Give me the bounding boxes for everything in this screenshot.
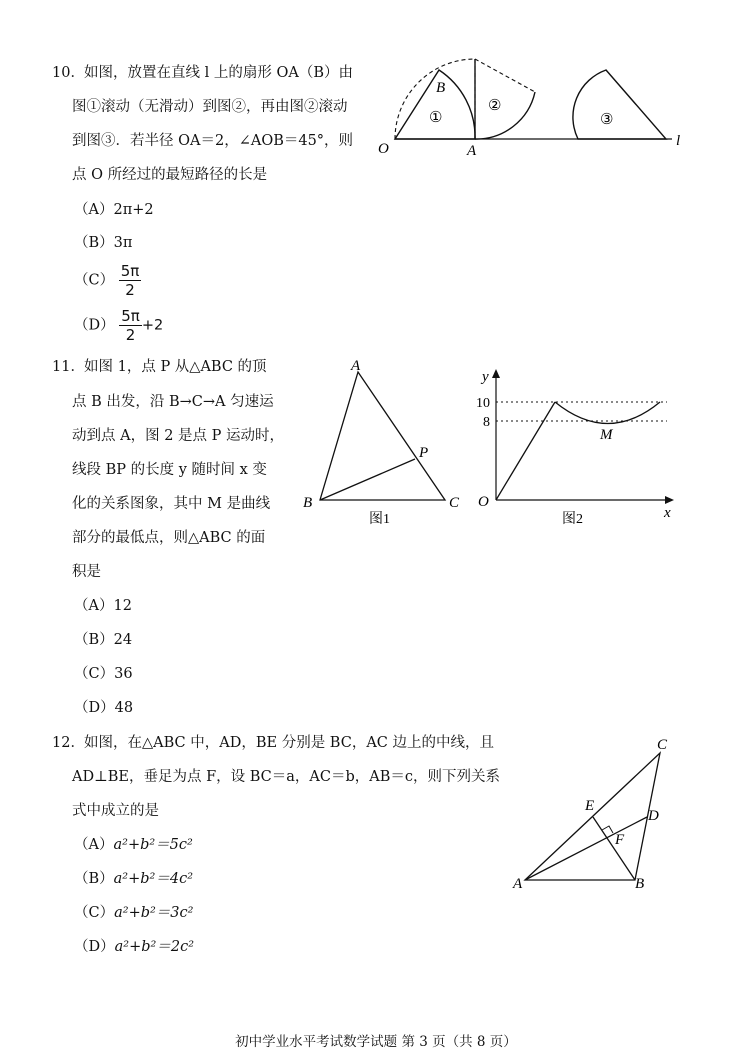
q11-line-6: 部分的最低点，则△ABC 的面 (72, 530, 266, 546)
option-label: （C） (74, 272, 115, 289)
option-label: （A） (74, 202, 114, 218)
q11-line-3: 动到点 A，图 2 是点 P 运动时， (72, 428, 284, 444)
tick-10: 10 (476, 396, 490, 411)
fraction (119, 262, 142, 299)
q12-figure (505, 730, 685, 895)
label-A: A (351, 358, 361, 374)
q10-option-b[interactable] (74, 233, 132, 253)
option-text: a²+b²＝2c² (114, 939, 195, 955)
label-F: F (615, 832, 625, 848)
label-O: O (378, 141, 389, 157)
option-text: 24 (113, 632, 133, 648)
q12-line-2: AD⊥BE，垂足为点 F，设 BC＝a，AC＝b，AB＝c，则下列关系 (72, 769, 501, 785)
option-label: （A） (74, 837, 114, 853)
page-footer: 初中学业水平考试数学试题 第 3 页（共 8 页） (235, 1034, 517, 1050)
label-l: l (676, 133, 681, 149)
label-B: B (635, 876, 645, 892)
q11-line-5: 化的关系图象，其中 M 是曲线 (72, 496, 271, 512)
label-M: M (600, 427, 613, 443)
label-O: O (478, 494, 489, 510)
q11-number: 11． (52, 359, 85, 375)
q11-line-2: 点 B 出发，沿 B→C→A 匀速运 (72, 394, 274, 410)
q12-option-d[interactable] (74, 937, 194, 957)
label-2: ② (488, 98, 502, 114)
fraction-denominator: 2 (125, 281, 135, 299)
caption-fig1: 图1 (369, 512, 390, 527)
label-3: ③ (600, 112, 614, 128)
option-label: （D） (74, 317, 115, 334)
option-text: 2π+2 (113, 202, 154, 218)
path-dash-top (475, 59, 535, 92)
q10-line-1: 如图，放置在直线 l 上的扇形 OA（B）由 (84, 65, 353, 81)
triangle-abc (525, 753, 660, 880)
q12-line-3: 式中成立的是 (72, 803, 159, 819)
option-text: 3π (113, 235, 133, 251)
label-D: D (648, 808, 659, 824)
q11-figure-1 (295, 355, 470, 530)
option-label: （D） (74, 700, 115, 716)
option-label: （B） (74, 871, 114, 887)
label-A: A (513, 876, 523, 892)
y-axis-arrow (492, 369, 500, 378)
q12-option-c[interactable] (74, 903, 193, 923)
option-label: （A） (74, 598, 114, 614)
option-text: a²+b²＝3c² (114, 905, 194, 921)
q11-option-d[interactable] (74, 698, 133, 718)
label-C: C (449, 495, 460, 511)
option-suffix: +2 (141, 317, 164, 334)
q12-option-a[interactable] (74, 835, 193, 855)
q11-figure-2 (470, 365, 685, 530)
q10-option-a[interactable] (74, 200, 154, 220)
q11-option-c[interactable] (74, 664, 133, 684)
option-text: 48 (114, 700, 134, 716)
label-x: x (664, 505, 671, 521)
option-label: （D） (74, 939, 115, 955)
triangle-abc (320, 372, 445, 500)
option-label: （B） (74, 235, 114, 251)
caption-fig2: 图2 (562, 512, 583, 527)
graph-linear (496, 402, 555, 500)
option-text: 36 (114, 666, 133, 682)
graph-curve (555, 402, 660, 424)
sector-1 (395, 70, 475, 139)
fraction-numerator: 5π (121, 307, 140, 325)
label-C: C (657, 737, 668, 753)
option-text: a²+b²＝5c² (113, 837, 193, 853)
q12-option-b[interactable] (74, 869, 193, 889)
path-arc (395, 59, 475, 139)
option-label: （C） (74, 666, 115, 682)
option-label: （B） (74, 632, 114, 648)
label-y: y (482, 369, 489, 385)
q11-line-4: 线段 BP 的长度 y 随时间 x 变 (72, 462, 267, 478)
label-B: B (436, 80, 446, 96)
option-label: （C） (74, 905, 115, 921)
fraction-numerator: 5π (120, 262, 140, 280)
fraction (119, 307, 142, 344)
q11-line-1: 如图 1，点 P 从△ABC 的顶 (84, 359, 267, 375)
sector-2 (475, 92, 535, 139)
q11-option-b[interactable] (74, 630, 132, 650)
segment-bp (320, 459, 415, 500)
q11-line-7: 积是 (72, 564, 101, 580)
q10-option-c[interactable] (74, 262, 141, 299)
fraction-denominator: 2 (125, 326, 136, 344)
option-text: a²+b²＝4c² (113, 871, 194, 887)
sector-3 (573, 70, 666, 139)
q10-option-d[interactable] (74, 307, 163, 344)
q10-figure (370, 52, 690, 160)
label-E: E (585, 798, 595, 814)
label-B: B (303, 495, 313, 511)
q10-number: 10． (52, 65, 85, 81)
label-A: A (467, 143, 477, 159)
q10-line-4: 点 O 所经过的最短路径的长是 (72, 167, 268, 183)
q12-line-1: 如图，在△ABC 中，AD，BE 分别是 BC，AC 边上的中线，且 (84, 735, 494, 751)
q10-line-3: 到图③．若半径 OA＝2，∠AOB＝45°，则 (72, 133, 354, 149)
q11-option-a[interactable] (74, 596, 132, 616)
tick-8: 8 (483, 415, 490, 430)
label-1: ① (429, 110, 443, 126)
label-P: P (419, 445, 429, 461)
q12-number: 12． (52, 735, 85, 751)
option-text: 12 (113, 598, 132, 614)
q10-line-2: 图①滚动（无滑动）到图②，再由图②滚动 (72, 99, 348, 115)
x-axis-arrow (665, 496, 674, 504)
